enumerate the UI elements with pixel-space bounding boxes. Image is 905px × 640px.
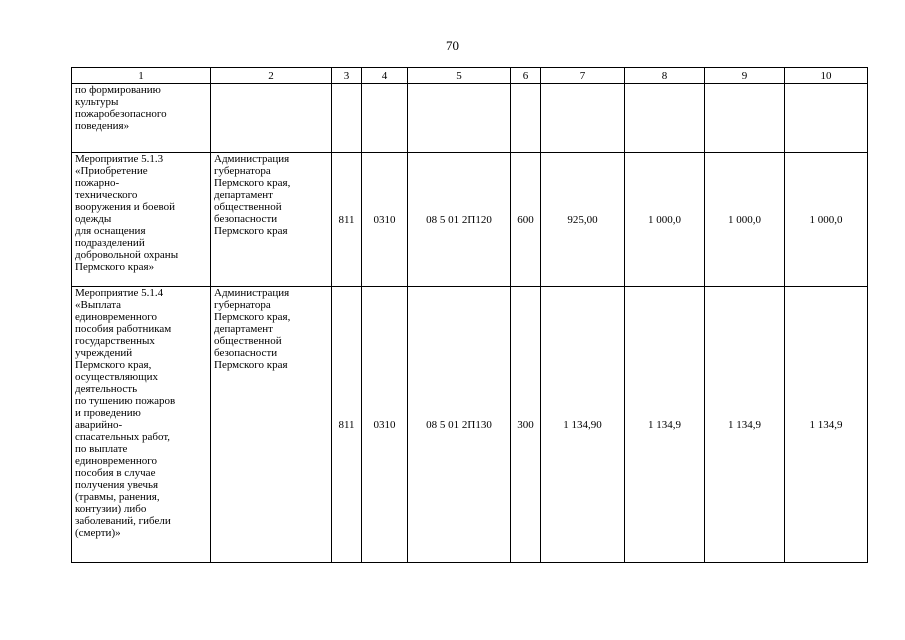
cell-col9: 1 134,9 — [705, 287, 785, 563]
cell-col7: 1 134,90 — [541, 287, 625, 563]
row-executor-cell — [211, 153, 332, 287]
cell-col6: 300 — [511, 287, 541, 563]
budget-table — [71, 67, 868, 563]
cell-col4: 0310 — [362, 287, 408, 563]
cell-col10: 1 000,0 — [785, 153, 868, 287]
column-header: 9 — [705, 68, 785, 84]
row-name-cell — [72, 153, 211, 287]
table-row — [72, 84, 868, 153]
table-header-row — [72, 68, 868, 84]
column-header: 4 — [362, 68, 408, 84]
cell-col3: 811 — [332, 287, 362, 563]
column-header: 8 — [625, 68, 705, 84]
cell-col4 — [362, 84, 408, 153]
cell-col6 — [511, 84, 541, 153]
row-name-cell — [72, 287, 211, 563]
column-header: 3 — [332, 68, 362, 84]
cell-col8: 1 134,9 — [625, 287, 705, 563]
cell-col8: 1 000,0 — [625, 153, 705, 287]
column-header: 7 — [541, 68, 625, 84]
cell-col5 — [408, 84, 511, 153]
page-number: 70 — [446, 38, 459, 53]
row-executor: Администрация губернатора Пермского края, департамент общественной безопасности Пермского края — [214, 287, 291, 371]
row-executor-cell — [211, 287, 332, 563]
row-executor: Администрация губернатора Пермского края, департамент общественной безопасности Пермского края — [214, 153, 291, 237]
row-name: Мероприятие 5.1.3 «Приобретение пожарно- технического вооружения и боевой одежды для оснащения подразделений добровольной охраны Пермского края» — [75, 153, 179, 273]
cell-col3: 811 — [332, 153, 362, 287]
column-header: 2 — [211, 68, 332, 84]
cell-col9 — [705, 84, 785, 153]
cell-col9: 1 000,0 — [705, 153, 785, 287]
cell-col5: 08 5 01 2П120 — [408, 153, 511, 287]
row-name: Мероприятие 5.1.4 «Выплата единовременного пособия работникам государственных учреждений Пермского края, осуществляющих деятельность по тушению пожаров и проведению аварийно- спасательных работ, по выплате единовременного пособия в случае получения увечья (травмы, ранения, контузии) либо заболеваний, гибели (смерти)» — [75, 287, 176, 539]
row-name: по формированию культуры пожаробезопасного поведения» — [75, 84, 167, 132]
cell-col10: 1 134,9 — [785, 287, 868, 563]
row-executor-cell — [211, 84, 332, 153]
cell-col7 — [541, 84, 625, 153]
cell-col5: 08 5 01 2П130 — [408, 287, 511, 563]
cell-col3 — [332, 84, 362, 153]
table-row — [72, 153, 868, 287]
cell-col7: 925,00 — [541, 153, 625, 287]
table-row — [72, 287, 868, 563]
column-header: 1 — [72, 68, 211, 84]
cell-col4: 0310 — [362, 153, 408, 287]
row-name-cell — [72, 84, 211, 153]
column-header: 5 — [408, 68, 511, 84]
cell-col10 — [785, 84, 868, 153]
cell-col6: 600 — [511, 153, 541, 287]
column-header: 6 — [511, 68, 541, 84]
column-header: 10 — [785, 68, 868, 84]
cell-col8 — [625, 84, 705, 153]
